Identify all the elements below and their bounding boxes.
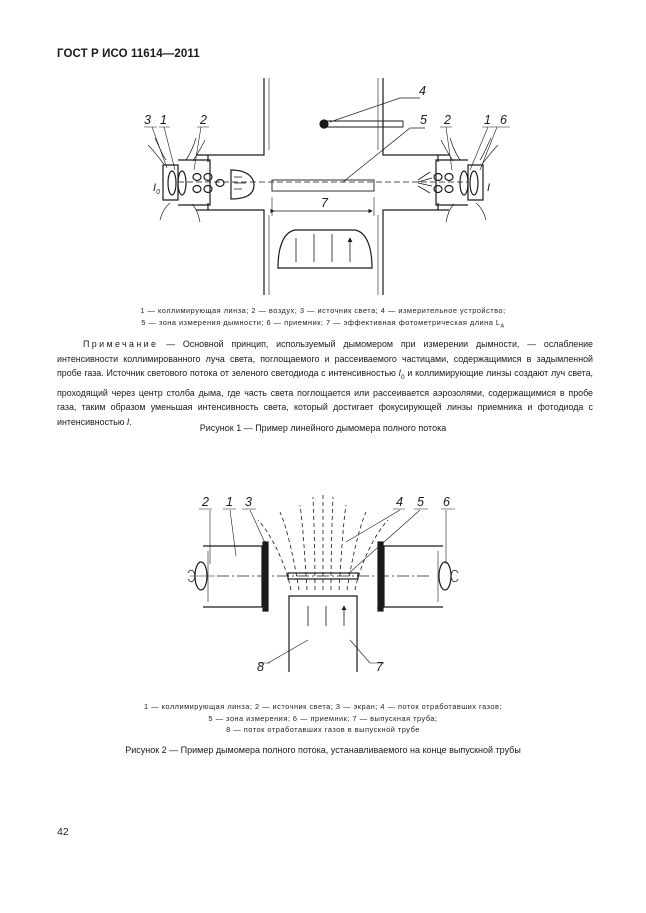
fig1-label-1-right: 1 (484, 113, 491, 127)
fig1-label-6-right: 6 (500, 113, 507, 127)
fig1-label-7: 7 (321, 196, 328, 210)
fig1-legend-line-1: 1 — коллимирующая линза; 2 — воздух; 3 — источник света; 4 — измерительное устройство; (140, 306, 506, 315)
fig1-label-5: 5 (420, 113, 427, 127)
figure-1-legend (50, 305, 596, 332)
fig2-legend-line-2: 5 — зона измерения; 6 — приемник; 7 — выпускная труба; (208, 713, 438, 723)
note-lead: Примечание (83, 339, 159, 349)
fig2-label-1: 1 (226, 495, 233, 509)
fig1-label-1-left: 1 (160, 113, 167, 127)
fig1-label-2-right: 2 (444, 113, 451, 127)
fig1-label-4: 4 (419, 84, 426, 98)
note-paragraph: Примечание — Основной принцип, используемый дымомером при измерении дымности, — ослабление интенсивности коллимированного луча света, поглощаемого и рассеиваемого частицами, содержащимися в задымленной пробе газа. Источник светового потока от зеленого светодиода с интенсивностью $I_0$ и коллимирующие линзы создают луч света, проходящий через центр столба дыма, где часть света поглощается или рассеивается аэрозолями, содержащимися в пробе газа, таким образом уменьшая интенсивность света, который достигает фокусирующей линзы приемника и фотодиода с интенсивностью I. (57, 339, 593, 427)
figure-2-legend (50, 701, 596, 736)
fig1-label-3-left: 3 (144, 113, 151, 127)
fig2-label-2: 2 (202, 495, 209, 509)
figure-1-caption: Рисунок 1 — Пример линейного дымомера полного потока (199, 423, 447, 433)
fig2-label-4: 4 (396, 495, 403, 509)
figure-2-full-flow-smoke-meter (0, 480, 646, 690)
fig2-label-8: 8 (257, 660, 264, 674)
fig2-label-3: 3 (245, 495, 252, 509)
fig1-label-i: I (487, 182, 491, 194)
fig2-label-6: 6 (443, 495, 450, 509)
figure-1-linear-smoke-meter (0, 0, 646, 300)
fig1-label-i0: $I_0$ (153, 182, 160, 196)
fig2-label-7: 7 (376, 660, 383, 674)
fig2-legend-line-3: 8 — поток отработавших газов в выпускной трубе (226, 725, 420, 734)
fig2-legend-line-1: 1 — коллимирующая линза; 2 — источник света; 3 — экран; 4 — поток отработавших газов; (143, 702, 503, 711)
standard-header: ГОСТ Р ИСО 11614—2011 (57, 48, 200, 60)
fig2-label-5: 5 (417, 495, 424, 509)
fig1-label-2-left: 2 (200, 113, 207, 127)
fig1-legend-line-2: 5 — зона измерения дымности; 6 — приемник; 7 — эффективная фотометрическая длина $L_A$ (141, 317, 505, 329)
page-number: 42 (57, 826, 69, 838)
figure-2-caption: Рисунок 2 — Пример дымомера полного потока, устанавливаемого на конце выпускной трубы (125, 745, 521, 755)
